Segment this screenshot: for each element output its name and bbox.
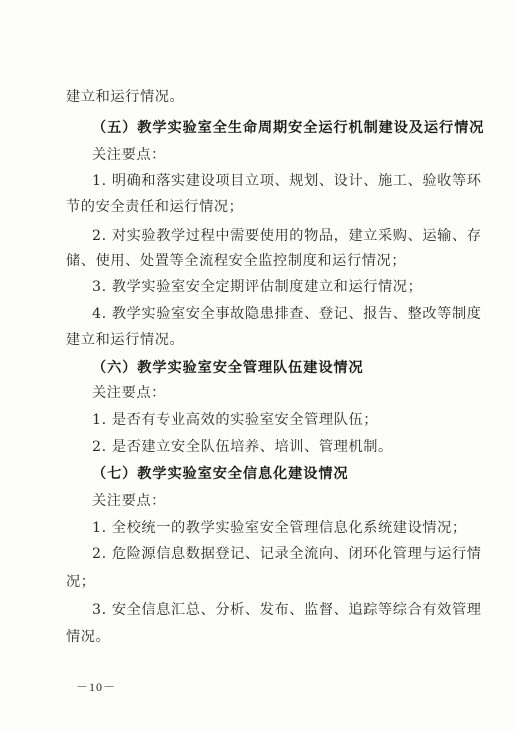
list-item-7-3: 3. 安全信息汇总、分析、发布、监督、追踪等综合有效管理 xyxy=(92,602,482,618)
list-item-7-2-continuation: 况； xyxy=(66,574,96,590)
list-item-7-3-continuation: 情况。 xyxy=(66,629,111,645)
list-item-6-1: 1. 是否有专业高效的实验室安全管理队伍； xyxy=(92,412,379,428)
list-item-6-2: 2. 是否建立安全队伍培养、培训、管理机制。 xyxy=(92,439,393,455)
list-item-5-1-continuation: 节的安全责任和运行情况； xyxy=(66,199,244,215)
list-item-5-4-continuation: 建立和运行情况。 xyxy=(66,332,185,348)
list-item-7-1: 1. 全校统一的教学实验室安全管理信息化系统建设情况； xyxy=(92,520,467,536)
list-item-5-3: 3. 教学实验室安全定期评估制度建立和运行情况； xyxy=(92,279,423,295)
list-item-5-1: 1. 明确和落实建设项目立项、规划、设计、施工、验收等环 xyxy=(92,173,482,189)
list-item-5-2: 2. 对实验教学过程中需要使用的物品，建立采购、运输、存 xyxy=(92,228,482,244)
list-item-5-2-continuation: 储、使用、处置等全流程安全监控制度和运行情况； xyxy=(66,253,407,269)
section-heading-5: （五）教学实验室全生命周期安全运行机制建设及运行情况 xyxy=(92,120,485,136)
list-item-5-4: 4. 教学实验室安全事故隐患排查、登记、报告、整改等制度 xyxy=(92,306,482,322)
list-item-7-2: 2. 危险源信息数据登记、记录全流向、闭环化管理与运行情 xyxy=(92,546,482,562)
key-points-label: 关注要点： xyxy=(92,385,166,401)
paragraph-continuation: 建立和运行情况。 xyxy=(66,89,185,105)
section-heading-6: （六）教学实验室安全管理队伍建设情况 xyxy=(92,360,364,376)
key-points-label: 关注要点： xyxy=(92,147,166,163)
key-points-label: 关注要点： xyxy=(92,493,166,509)
page-number: －10－ xyxy=(76,680,117,694)
section-heading-7: （七）教学实验室安全信息化建设情况 xyxy=(92,466,349,482)
